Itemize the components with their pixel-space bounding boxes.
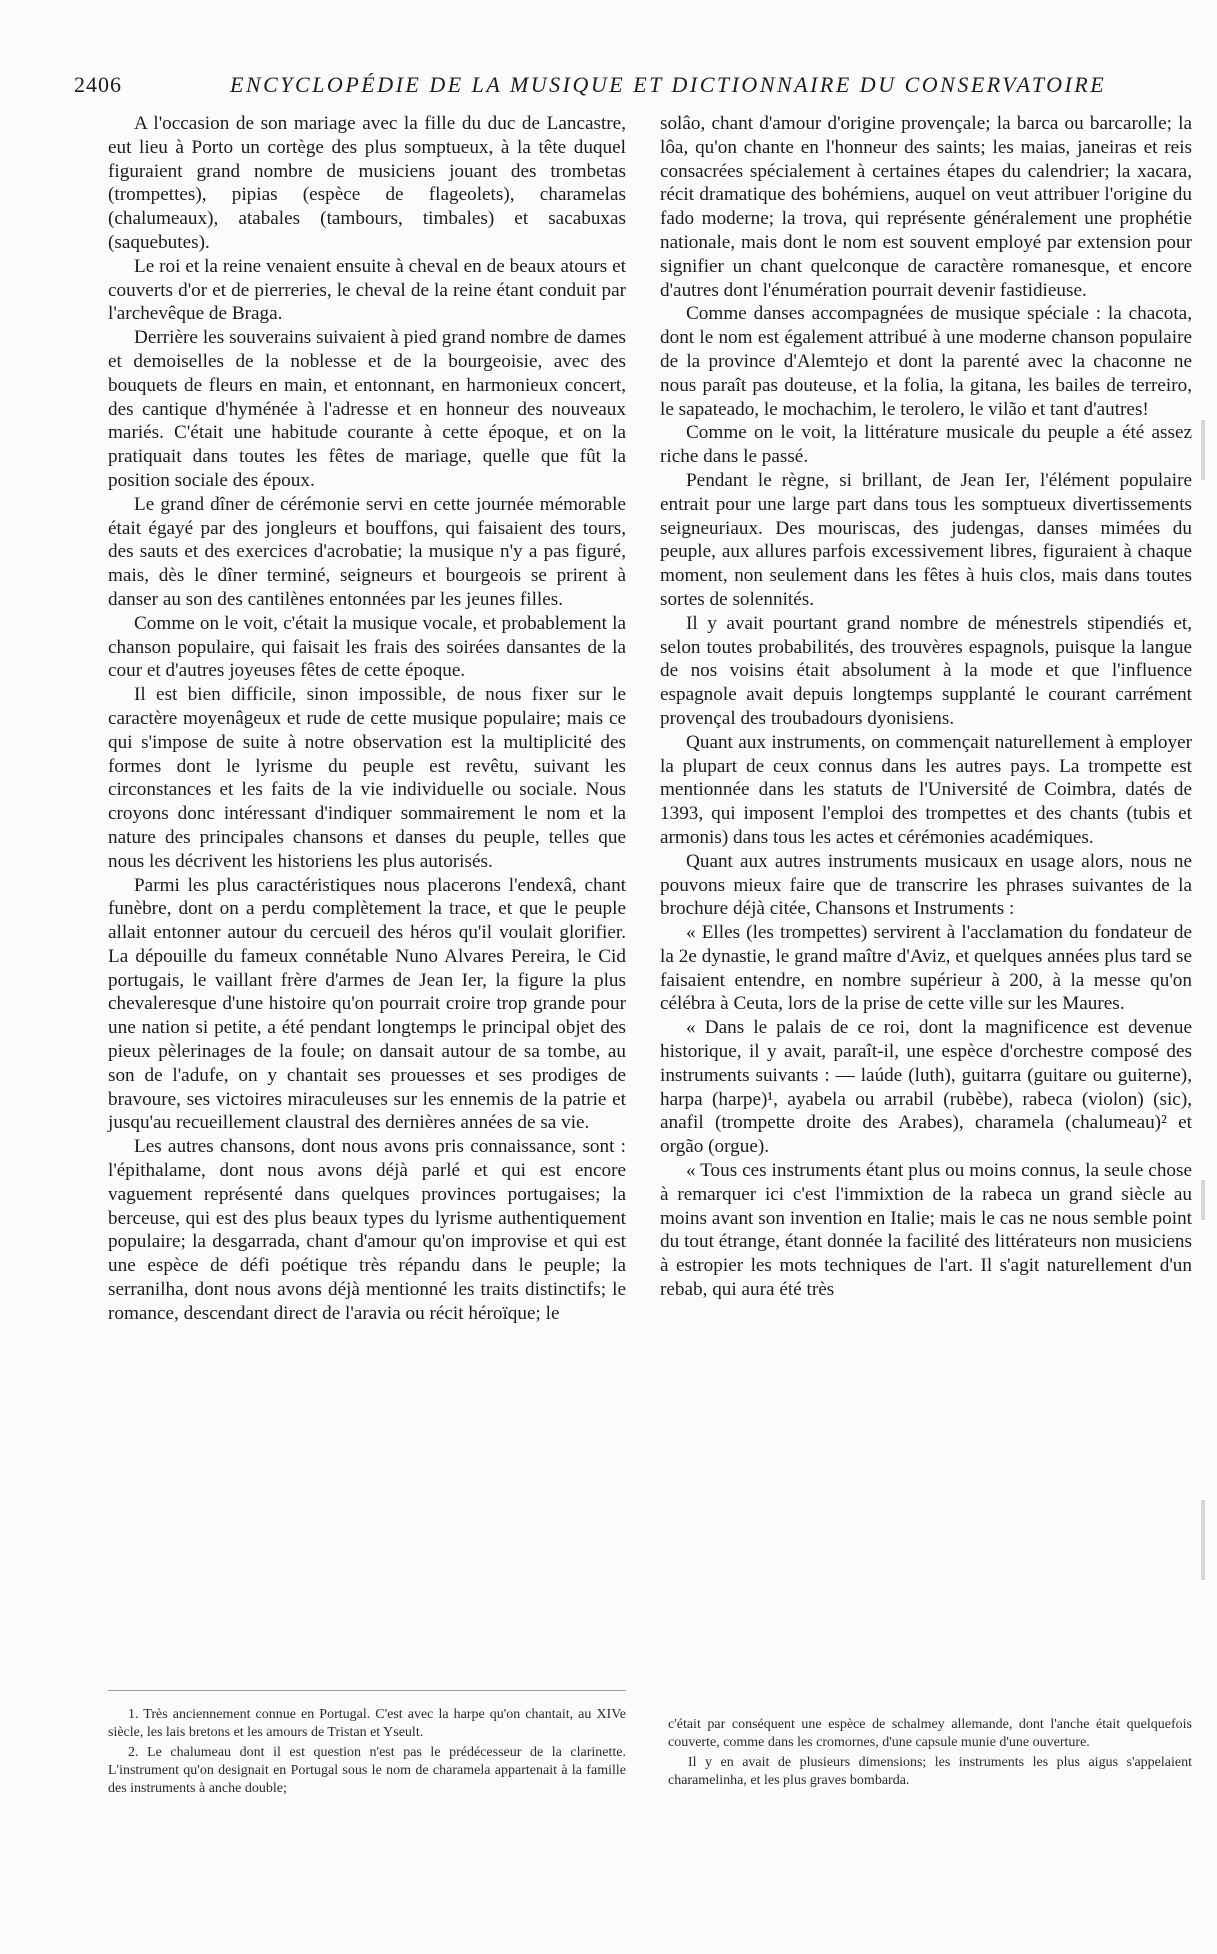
scan-margin-mark [1201, 420, 1205, 480]
running-title: ENCYCLOPÉDIE DE LA MUSIQUE ET DICTIONNAIRE DU CONSERVATOIRE [230, 72, 1107, 97]
scan-margin-mark [1201, 1500, 1205, 1580]
scan-margin-mark [1201, 1180, 1205, 1220]
footnote: c'était par conséquent une espèce de schalmey allemande, dont l'anche était quelquefois couverte, comme dans les cromornes, d'une capsule munie d'une ouverture. [668, 1717, 1192, 1750]
footnote: 2. Le chalumeau dont il est question n'est pas le prédécesseur de la clarinette. L'instrument qu'on designait en Portugal sous le nom de charamela appartenait à la famille des instruments à anche double; [108, 1745, 626, 1796]
paragraph: Pendant le règne, si brillant, de Jean Ier, l'élément populaire entrait pour une large part dans tous les somptueux divertissements seigneuriaux. Des mouriscas, des judengas, danses mimées du peuple, aux allures parfois excessivement libres, figuraient à chaque moment, non seulement dans les fêtes à huis clos, mais dans toutes sortes de solennités. [660, 469, 1192, 610]
paragraph: Comme on le voit, c'était la musique vocale, et probablement la chanson populaire, qui faisait les frais des soirées dansantes de la cour et d'autres joyeuses fêtes de cette époque. [108, 612, 626, 682]
paragraph: Le roi et la reine venaient ensuite à cheval en de beaux atours et couverts d'or et de pierreries, le cheval de la reine étant conduit par l'archevêque de Braga. [108, 255, 626, 325]
paragraph: Quant aux autres instruments musicaux en usage alors, nous ne pouvons mieux faire que de transcrire les phrases suivantes de la brochure déjà citée, Chansons et Instruments : [660, 850, 1192, 920]
quote-paragraph: « Dans le palais de ce roi, dont la magnificence est devenue historique, il y avait, paraît-il, une espèce d'orchestre composé des instruments suivants : — laúde (luth), guitarra (guitare ou guiterne), harpa (harpe)¹, ayabela ou arrabil (rubèbe), rabeca (violon) (sic), anafil (trompette droite des Arabes), charamela (chalumeau)² et orgão (orgue). [660, 1017, 1192, 1158]
footnote: Il y en avait de plusieurs dimensions; les instruments les plus aigus s'appelaient charamelinha, et les plus graves bombarda. [668, 1755, 1192, 1788]
paragraph: Parmi les plus caractéristiques nous placerons l'endexâ, chant funèbre, dont on a perdu complètement la trace, et que le peuple allait entonner autour du cercueil des héros qu'il voulait glorifier. La dépouille du fameux connétable Nuno Alvares Pereira, le Cid portugais, le vaillant frère d'armes de Jean Ier, la figure la plus chevaleresque d'une histoire qu'on pourrait croire trop grande pour une nation si petite, a été pendant longtemps le principal objet des pieux pèlerinages de la foule; on dansait autour de sa tombe, au son de l'adufe, on y chantait ses prouesses et ses prodiges de bravoure, ses victoires miraculeuses sur les ennemis de la patrie et jusqu'au recueillement claustral des dernières années de sa vie. [108, 874, 626, 1134]
footnote-divider [108, 1690, 626, 1691]
footnotes-left [108, 1706, 626, 1800]
paragraph: Il est bien difficile, sinon impossible, de nous fixer sur le caractère moyenâgeux et rude de cette musique populaire; mais ce qui s'impose de suite à notre observation est la multiplicité des formes dont le lyrisme du peuple est revêtu, suivant les circonstances et les faits de la vie individuelle ou sociale. Nous croyons donc intéressant d'indiquer sommairement le nom et la nature des principales chansons et danses du peuple, telles que nous les décrivent les historiens les plus autorisés. [108, 684, 626, 872]
page-header [74, 72, 1180, 106]
quote-paragraph: « Elles (les trompettes) servirent à l'acclamation du fondateur de la 2e dynastie, le grand maître d'Aviz, et quelques années plus tard se faisaient entendre, en nombre supérieur à 200, à la messe qu'on célébra à Ceuta, lors de la prise de cette ville sur les Maures. [660, 922, 1192, 1015]
footnote: 1. Très anciennement connue en Portugal. C'est avec la harpe qu'on chantait, au XIVe siècle, les lais bretons et les amours de Tristan et Yseult. [108, 1707, 626, 1740]
paragraph: Comme on le voit, la littérature musicale du peuple a été assez riche dans le passé. [660, 422, 1192, 468]
paragraph: Il y avait pourtant grand nombre de ménestrels stipendiés et, selon toutes probabilités, des trouvères espagnols, puisque la langue de nos voisins était absolument à la mode et que l'influence espagnole avait depuis longtemps supplanté le courant carrément provençal des troubadours dyonisiens. [660, 612, 1192, 729]
paragraph: Comme danses accompagnées de musique spéciale : la chacota, dont le nom est également attribué à une moderne chanson populaire de la province d'Alemtejo et dont la parenté avec la chaconne ne nous paraît pas douteuse, et la folia, la gitana, les bailes de terreiro, le sapateado, le mochachim, le terolero, le vilão et tant d'autres! [660, 303, 1192, 420]
quote-paragraph: « Tous ces instruments étant plus ou moins connus, la seule chose à remarquer ici c'est l'immixtion de la rabeca un grand siècle au moins avant son invention en Italie; mais le cas ne nous semble point du tout étrange, étant donnée la facilité des littérateurs non musiciens à estropier les mots techniques de l'art. Il s'agit naturellement d'un rebab, qui aura été très [660, 1160, 1192, 1301]
footnotes-right [668, 1716, 1192, 1792]
paragraph: Derrière les souverains suivaient à pied grand nombre de dames et demoiselles de la noblesse et de la bourgeoisie, avec des bouquets de fleurs en main, et entonnant, en harmonieux concert, des cantique d'hyménée à l'adresse et en honneur des nouveaux mariés. C'était une habitude courante à cette époque, et on la pratiquait dans toutes les fêtes de mariage, quelle que fût la position sociale des époux. [108, 327, 626, 491]
paragraph: Quant aux instruments, on commençait naturellement à employer la plupart de ceux connus dans les autres pays. La trompette est mentionnée dans les statuts de l'Université de Coimbra, datés de 1393, qui imposent l'emploi des trompettes et des chants (tubis et armonis) dans tous les actes et cérémonies académiques. [660, 731, 1192, 848]
paragraph: Le grand dîner de cérémonie servi en cette journée mémorable était égayé par des jongleurs et bouffons, qui faisaient des tours, des sauts et des exercices d'acrobatie; la musique n'y a pas figuré, mais, dès le dîner terminé, seigneurs et bourgeois se prirent à danser au son des cantilènes entonnées par les jeunes filles. [108, 493, 626, 610]
paragraph: Les autres chansons, dont nous avons pris connaissance, sont : l'épithalame, dont nous avons déjà parlé et qui est encore vaguement représenté dans quelques provinces portugaises; la berceuse, qui est des plus beaux types du lyrisme authentiquement populaire; la desgarrada, chant d'amour qu'on improvise et qui est une espèce de défi poétique très répandu dans le peuple; la serranilha, dont nous avons déjà mentionné les traits distinctifs; le romance, descendant direct de l'aravia ou récit héroïque; le [108, 1136, 626, 1324]
right-column [660, 112, 1192, 1302]
page-number: 2406 [74, 72, 122, 97]
paragraph: solâo, chant d'amour d'origine provençale; la barca ou barcarolle; la lôa, qu'on chante en l'honneur des saints; les maias, janeiras et reis consacrées spécialement à certaines étapes du calendrier; la xacara, récit dramatique des bohémiens, auquel on veut attribuer l'origine du fado moderne; la trova, qui représente généralement une prophétie nationale, mais dont le nom est souvent employé par extension pour signifier un chant quelconque de caractère romanesque, et encore d'autres dont l'énumération pourrait devenir fastidieuse. [660, 113, 1192, 301]
paragraph: A l'occasion de son mariage avec la fille du duc de Lancastre, eut lieu à Porto un cortège des plus somptueux, à la tête duquel figuraient grand nombre de musiciens jouant des trombetas (trompettes), pipias (espèce de flageolets), charamelas (chalumeaux), atabales (tambours, timbales) et sacabuxas (saquebutes). [108, 113, 626, 253]
left-column [108, 112, 626, 1326]
